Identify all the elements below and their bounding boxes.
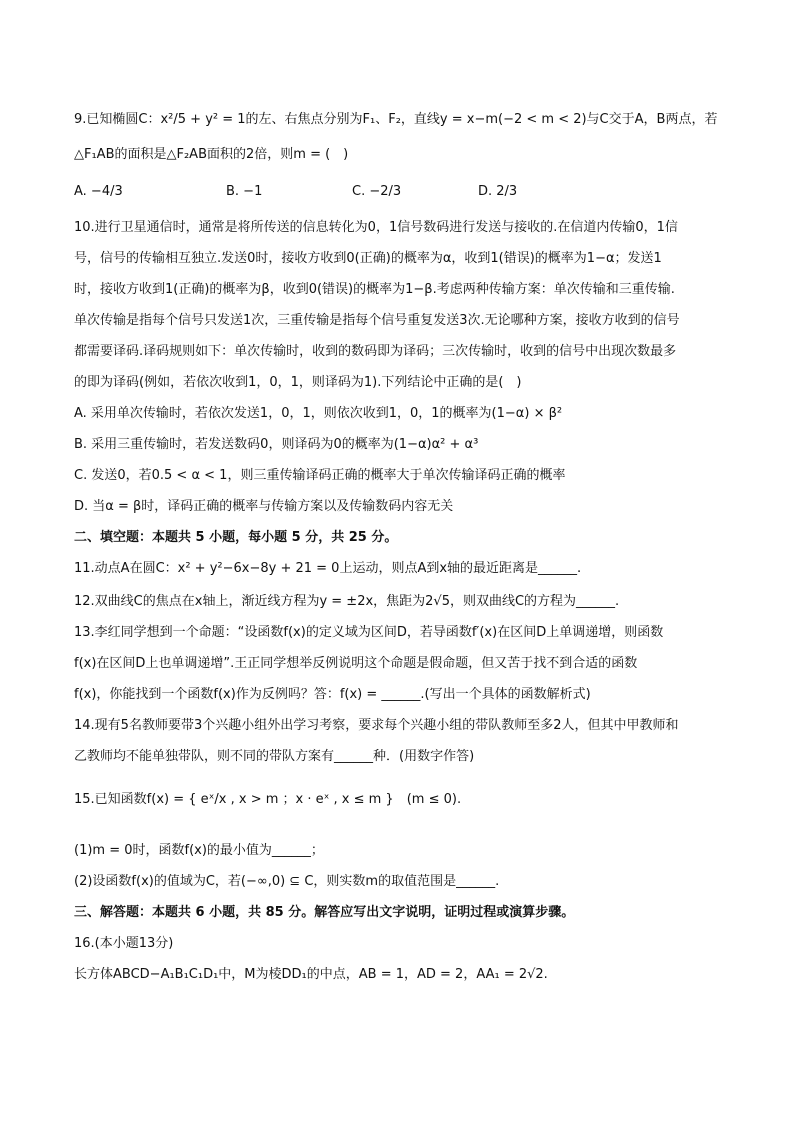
- q10-line-6: 的即为译码(例如，若依次收到1，0，1，则译码为1).下列结论中正确的是( ): [74, 375, 522, 390]
- q13-line-2: f(x)在区间D上也单调递增”.王正同学想举反例说明这个命题是假命题，但又苦于找不到合适的函数: [74, 656, 638, 671]
- q10-line-4: 单次传输是指每个信号只发送1次，三重传输是指每个信号重复发送3次.无论哪种方案，接收方收到的信号: [74, 313, 680, 328]
- q9-line-1: 9.已知椭圆C：x²/5 + y² = 1的左、右焦点分别为F₁、F₂，直线y = x−m(−2 < m < 2)与C交于A，B两点，若: [74, 112, 718, 127]
- q12: 12.双曲线C的焦点在x轴上，渐近线方程为y = ±2x，焦距为2√5，则双曲线C的方程为______.: [74, 594, 620, 609]
- q10-line-2: 号，信号的传输相互独立.发送0时，接收方收到0(正确)的概率为α，收到1(错误)的概率为1−α；发送1: [74, 251, 662, 266]
- q16-text: 长方体ABCD−A₁B₁C₁D₁中，M为棱DD₁的中点，AB = 1，AD = 2，AA₁ = 2√2.: [74, 967, 548, 982]
- q13-line-3: f(x)，你能找到一个函数f(x)作为反例吗？答：f(x) = ______.(写出一个具体的函数解析式): [74, 687, 591, 702]
- q9-option-d: D. 2/3: [478, 184, 518, 199]
- q10-option-c: C. 发送0，若0.5 < α < 1，则三重传输译码正确的概率大于单次传输译码正确的概率: [74, 468, 566, 483]
- q10-line-1: 10.进行卫星通信时，通常是将所传送的信息转化为0，1信号数码进行发送与接收的.在信道内传输0，1信: [74, 220, 678, 235]
- q15-part-1: (1)m = 0时，函数f(x)的最小值为______；: [74, 843, 324, 858]
- q14-line-1: 14.现有5名教师要带3个兴趣小组外出学习考察，要求每个兴趣小组的带队教师至多2人，但其中甲教师和: [74, 718, 679, 733]
- q13-line-1: 13.李红同学想到一个命题：“设函数f(x)的定义域为区间D，若导函数f′(x)在区间D上单调递增，则函数: [74, 625, 664, 640]
- q9-option-a: A. −4/3: [74, 184, 123, 199]
- q10-option-a: A. 采用单次传输时，若依次发送1，0，1，则依次收到1，0，1的概率为(1−α) × β²: [74, 406, 563, 421]
- q9-option-b: B. −1: [226, 184, 263, 199]
- q14-line-2: 乙教师均不能单独带队，则不同的带队方案有______种．(用数字作答): [74, 749, 475, 764]
- q9-line-2: △F₁AB的面积是△F₂AB面积的2倍，则m = ( ): [74, 147, 349, 162]
- q11: 11.动点A在圆C：x² + y²−6x−8y + 21 = 0上运动，则点A到x轴的最近距离是______.: [74, 561, 582, 576]
- q10-option-d: D. 当α = β时，译码正确的概率与传输方案以及传输数码内容无关: [74, 499, 454, 514]
- q15-function: 15.已知函数f(x) = { eˣ/x , x > m ；x · eˣ , x ≤ m } (m ≤ 0).: [74, 792, 462, 807]
- q10-line-3: 时，接收方收到1(正确)的概率为β，收到0(错误)的概率为1−β.考虑两种传输方案：单次传输和三重传输.: [74, 282, 675, 297]
- section-2-heading: 二、填空题：本题共 5 小题，每小题 5 分，共 25 分。: [74, 530, 398, 545]
- q15-part-2: (2)设函数f(x)的值域为C，若(−∞,0) ⊆ C，则实数m的取值范围是______.: [74, 874, 500, 889]
- section-3-heading: 三、解答题：本题共 6 小题，共 85 分。解答应写出文字说明，证明过程或演算步骤。: [74, 905, 575, 920]
- q10-line-5: 都需要译码.译码规则如下：单次传输时，收到的数码即为译码；三次传输时，收到的信号中出现次数最多: [74, 344, 677, 359]
- q9-options: [74, 182, 724, 204]
- q16-header: 16.(本小题13分): [74, 936, 174, 951]
- q9-option-c: C. −2/3: [352, 184, 402, 199]
- q10-option-b: B. 采用三重传输时，若发送数码0，则译码为0的概率为(1−α)α² + α³: [74, 437, 479, 452]
